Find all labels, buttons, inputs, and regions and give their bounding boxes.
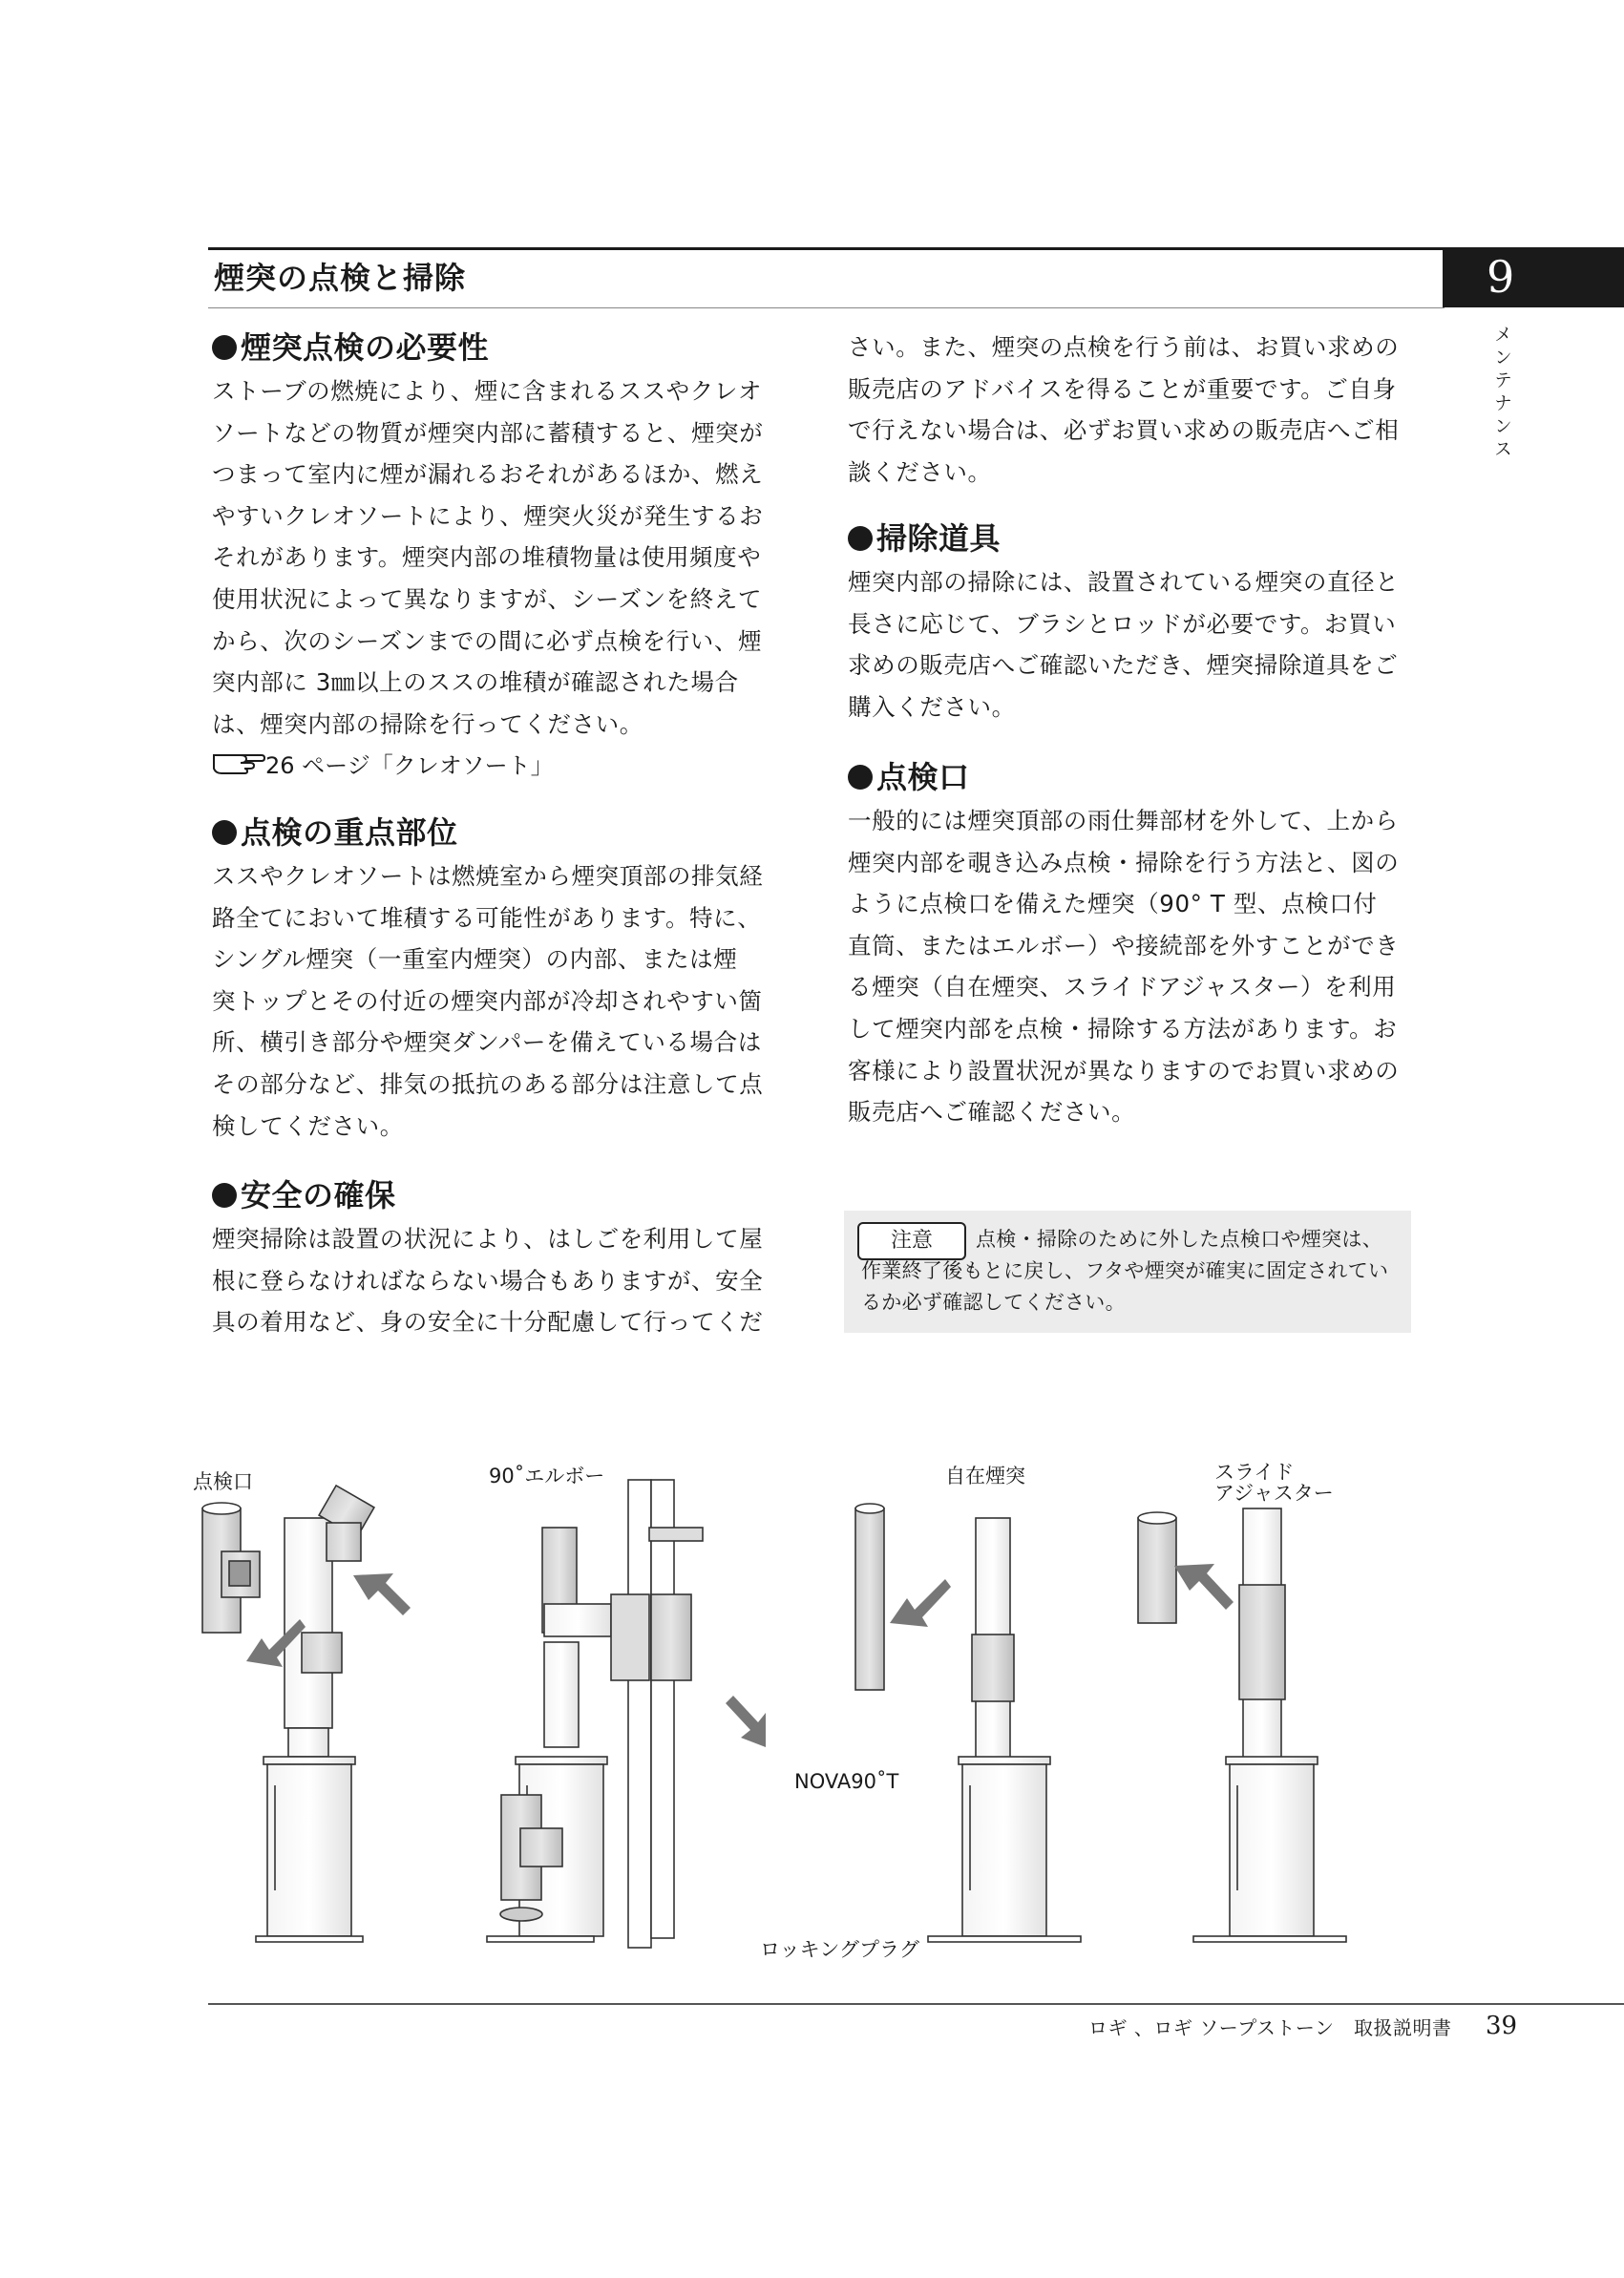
paragraph: 一般的には煙突頂部の雨仕舞部材を外して、上から 煙突内部を覗き込み点検・掃除を行う方法と、図の ように点検口を備えた煙突（90° T 型、点検口付 直筒、またはエルボー）や接続部を外すことができ る煙突（自在煙突、スライドアジャスター）を利用 して煙突内部を点検・掃除する方法があります。お 客様により設置状況が異なりますのでお買い求めの 販売店へご確認ください。 — [848, 807, 1400, 1127]
paragraph: ストーブの燃焼により、煙に含まれるススやクレオ ソートなどの物質が煙突内部に蓄積すると、煙突が つまって室内に煙が漏れるおそれがあるほか、燃え やすいクレオソートにより、煙突火災が発生するお それがあります。煙突内部の堆積物量は使用頻度や 使用状況によって異なりますが、シーズンを終えて から、次のシーズンまでの間に必ず点検を行い、煙 突内部に 3㎜以上のススの堆積が確認された場合 は、煙突内部の掃除を行ってください。 — [212, 377, 764, 738]
footer-page-number: 39 — [1486, 2012, 1518, 2040]
section-tools — [848, 516, 1421, 728]
label-inspection-port: 点検口 — [193, 1470, 253, 1493]
section-safety-continued — [848, 327, 1421, 493]
paragraph: さい。また、煙突の点検を行う前は、お買い求めの 販売店のアドバイスを得ることが重要です。ご自身 で行えない場合は、必ずお買い求めの販売店へご相 談ください。 — [848, 333, 1400, 486]
label-slide-1: スライド — [1214, 1461, 1295, 1484]
bullet-icon — [212, 335, 237, 360]
label-adjustable: 自在煙突 — [945, 1465, 1025, 1487]
caution-box — [844, 1211, 1411, 1333]
page-reference: 26 ページ「クレオソート」 — [212, 745, 785, 788]
section-heading: 安全の確保 — [212, 1172, 785, 1218]
section-inspection-port — [848, 754, 1421, 1133]
bullet-icon — [848, 765, 873, 790]
footer-rule — [208, 2003, 1624, 2005]
chimney-illustration — [181, 1451, 1451, 1967]
label-slide-2: アジャスター — [1214, 1482, 1334, 1505]
caution-text: 点検・掃除のために外した点検口や煙突は、作業終了後もとに戻し、フタや煙突が確実に固定されているか必ず確認してください。 — [861, 1228, 1389, 1314]
label-locking-plug: ロッキングプラグ — [760, 1938, 919, 1961]
bullet-icon — [212, 820, 237, 845]
section-heading: 煙突点検の必要性 — [212, 325, 785, 370]
pointing-hand-icon — [212, 746, 265, 788]
footer-manual-title: ロギ 、ロギ ソープストーン 取扱説明書 — [1088, 2016, 1452, 2039]
label-elbow: 90˚エルボー — [489, 1465, 605, 1487]
section-heading: 点検の重点部位 — [212, 810, 785, 855]
caution-badge: 注意 — [857, 1222, 966, 1260]
page-title: 煙突の点検と掃除 — [214, 260, 467, 296]
section-key-points — [212, 810, 785, 1147]
arrow-icon — [1174, 1564, 1234, 1610]
paragraph: ススやクレオソートは燃焼室から煙突頂部の排気経 路全てにおいて堆積する可能性があります。特に、 シングル煙突（一重室内煙突）の内部、または煙 突トップとその付近の煙突内部が冷却されやすい箇 所、横引き部分や煙突ダンパーを備えている場合は その部分など、排気の抵抗のある部分は注意して点 検してください。 — [212, 862, 764, 1140]
arrow-icons — [246, 1564, 1234, 1747]
section-heading: 点検口 — [848, 754, 1421, 800]
arrow-icon — [353, 1573, 411, 1615]
chapter-number-tab: 9 — [1443, 247, 1624, 307]
label-nova: NOVA90˚T — [794, 1770, 899, 1793]
section-safety — [212, 1172, 785, 1343]
title-bottom-rule — [208, 307, 1445, 308]
chimney-figure — [181, 1451, 1451, 1967]
section-necessity — [212, 325, 785, 788]
chapter-side-label: メンテナンス — [1491, 325, 1512, 462]
arrow-icon — [726, 1696, 766, 1747]
paragraph: 煙突内部の掃除には、設置されている煙突の直径と 長さに応じて、ブラシとロッドが必要です。お買い 求めの販売店へご確認いただき、煙突掃除道具をご 購入ください。 — [848, 568, 1400, 721]
paragraph: 煙突掃除は設置の状況により、はしごを利用して屋 根に登らなければならない場合もありますが、安全 具の着用など、身の安全に十分配慮して行ってくだ — [212, 1225, 764, 1337]
bullet-icon — [212, 1183, 237, 1208]
section-heading: 掃除道具 — [848, 516, 1421, 561]
bullet-icon — [848, 526, 873, 551]
arrow-icon — [890, 1579, 951, 1627]
title-top-rule — [208, 247, 1445, 250]
